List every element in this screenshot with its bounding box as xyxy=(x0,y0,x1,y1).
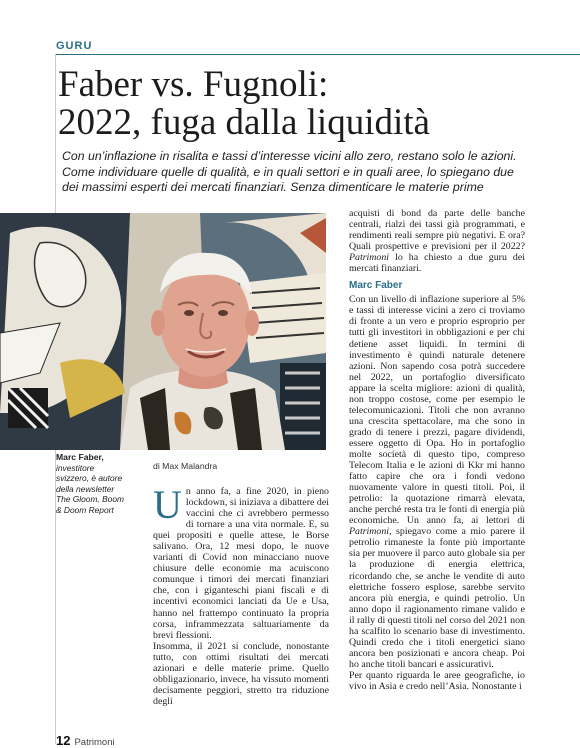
caption-text: investitore svizzero, è autore della newsletter xyxy=(56,462,123,494)
title-line-2: 2022, fuga dalla liquidità xyxy=(58,102,430,143)
magazine-name-italic: Patrimoni xyxy=(349,526,390,538)
paragraph-text: Con un livello di inflazione superiore al 5% e tassi di interesse vicini a zero ci troviamo di fronte a un vero e proprio esproprio per tutti gli investitori in obbligazioni e per chi detiene asset liquidi. In termini di investimento è quindi naturale detenere azioni. Non sapendo cosa potrà succedere nel 2022, un portafoglio diversificato appare la scelta migliore: azioni di qualità, non troppo costose, come per esempio le telecomunicazioni. Titoli che non avranno una crescita spettacolare, ma che sono in grado di tenere i prezzi, pagare dividendi, essere oggetto di Opa. Ho in portafoglio molte società di questo tipo, compreso Telecom Italia e le azioni di Kkr mi hanno fatto capire che ora i fondi vedono nuovamente valore in questi titoli. Poi, il petrolio: la quotazione rimarrà elevata, anche perché resta tra le fonti di energia più economiche. Un anno fa, ai lettori di xyxy=(349,294,525,527)
article-title xyxy=(58,66,528,142)
body-column-1 xyxy=(153,482,329,707)
paragraph-text: acquisti di bond da parte delle banche centrali, rialzi dei tassi già programmati, e rendimenti reali sempre più negativi. E ora? Quali prospettive e previsioni per il 2022? xyxy=(349,208,525,253)
byline: di Max Malandra xyxy=(153,461,218,471)
drop-cap: U xyxy=(153,482,182,527)
page-folio xyxy=(56,733,115,748)
subhead-marc-faber: Marc Faber xyxy=(349,280,403,292)
paragraph xyxy=(349,294,525,670)
paragraph: Per quanto riguarda le aree geografiche, io vivo in Asia e credo nell’Asia. Nonostante i xyxy=(349,669,525,692)
portrait-photo xyxy=(0,213,326,450)
photo-caption xyxy=(56,452,128,515)
paragraph-text: lo ha chiesto a due guru dei mercati finanziari. xyxy=(349,252,525,275)
paragraph xyxy=(153,482,329,641)
section-label: GURU xyxy=(56,40,93,52)
page-number: 12 xyxy=(56,733,71,748)
paragraph-text: , spiegavo come a mio parere il petrolio rimaneste la fonte più importante sia per muovere il parco auto globale sia per la produzione di energia elettrica, ricordando che, se anche le vendite di auto elettriche fossero esplose, sarebbe servito ancora più energia, e quindi petrolio. Un anno dopo il ragionamento rimane valido e il rally di questi titoli nel corso del 2021 non ha scalfito lo scenario base di investimento. Quindi credo che i titoli energetici siano ancora ben posizionati e ancora cheap. Poi ho anche titoli bancari e assicurativi. xyxy=(349,526,525,670)
section-rule xyxy=(56,54,580,55)
magazine-name-italic: Patrimoni xyxy=(349,252,390,264)
portrait-illustration xyxy=(0,213,326,450)
body-column-2 xyxy=(349,208,525,692)
paragraph xyxy=(349,208,525,274)
caption-newsletter: The Gloom, Boom & Doom Report xyxy=(56,494,124,515)
paragraph-text: n anno fa, a fine 2020, in pieno lockdown, si iniziava a dibattere dei vaccini che ci avrebbero permesso di tornare a una vita normale. E, su quei propositi e quelle attese, le Borse salivano. Ora, 12 mesi dopo, le nuove varianti di Covid non minacciano nuove chiusure delle economie ma acuiscono comunque i timori dei mercati finanziari che, con i giganteschi piani fiscali e di incentivi economici lanciati da Ue e Usa, hanno nel frattempo continuato la propria corsa, inframmezzata saltuariamente da brevi flessioni. xyxy=(153,486,329,641)
title-line-1: Faber vs. Fugnoli: xyxy=(58,64,329,105)
caption-name: Marc Faber, xyxy=(56,452,104,462)
magazine-name: Patrimoni xyxy=(74,737,115,748)
paragraph: Insomma, il 2021 si conclude, nonostante tutto, con ottimi risultati dei mercati azionari e delle materie prime. Quello obbligazionario, invece, ha vissuto momenti decisamente peggiori, stretto tra riduzione degli xyxy=(153,640,329,707)
article-lead: Con un’inflazione in risalita e tassi d’interesse vicini allo zero, restano solo le azioni. Come individuare quelle di qualità, e in quali settori e in quali aree, lo spiegano due dei massimi esperti dei mercati finanziari. Senza dimenticare le materie prime xyxy=(62,149,517,194)
